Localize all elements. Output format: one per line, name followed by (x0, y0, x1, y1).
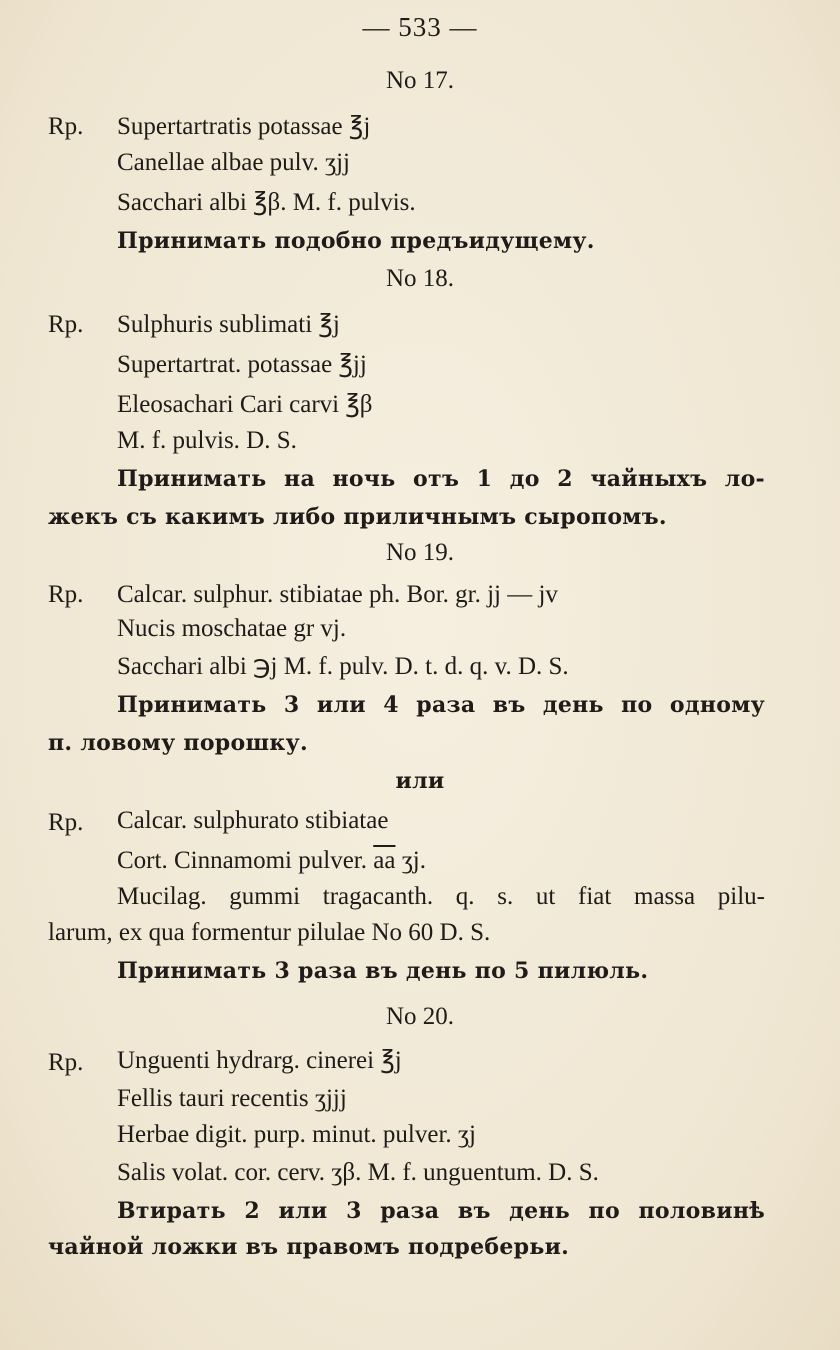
recipe-19-line-2: Nucis moschatae gr vj. (117, 615, 347, 642)
recipe-20-line-1: Unguenti hydrarg. cinerei ℥j (117, 1047, 402, 1074)
recipe-17-line-2: Canellae albae pulv. ʒjj (117, 149, 350, 176)
alternative-rp: Rp. (48, 809, 84, 836)
alternative-title: или (395, 768, 445, 794)
alternative-line-3: Mucilag. gummi tragacanth. q. s. ut fiat massa pilu- (117, 883, 765, 910)
recipe-18-line-2: Supertartrat. potassae ℥jj (117, 351, 367, 378)
recipe-19-rp: Rp. (48, 581, 84, 608)
page-number: — 533 — (362, 12, 478, 42)
recipe-17-line-1: Supertartratis potassae ℥j (117, 113, 371, 140)
alternative-line-1: Calcar. sulphurato stibiatae (117, 807, 389, 834)
alternative-instruction: Принимать 3 раза въ день по 5 пилюль. (117, 958, 649, 984)
recipe-19-line-1: Calcar. sulphur. stibiatae ph. Bor. gr. jj — jv (117, 581, 558, 608)
recipe-18-line-4: M. f. pulvis. D. S. (117, 427, 297, 454)
recipe-18-line-3: Eleosachari Cari carvi ℥β (117, 391, 373, 418)
recipe-18-instruction-2: жекъ съ какимъ либо приличнымъ сыропомъ. (48, 504, 667, 530)
recipe-20-title: No 20. (385, 1003, 455, 1030)
recipe-18-instruction-1: Принимать на ночь отъ 1 до 2 чайныхъ ло- (117, 466, 765, 492)
recipe-19-instruction-2: п. ловому порошку. (48, 730, 308, 756)
recipe-17-line-3: Sacchari albi ℥β. M. f. pulvis. (117, 189, 416, 216)
alternative-line-2-dose: ʒj. (395, 847, 426, 874)
ana-abbreviation: $\overline{aa}$ (373, 847, 396, 874)
recipe-17-instruction: Принимать подобно предъидущему. (117, 228, 595, 254)
recipe-17-rp: Rp. (48, 113, 84, 140)
recipe-17-title: No 17. (385, 67, 455, 94)
alternative-line-4: larum, ex qua formentur pilulae No 60 D. S. (48, 919, 491, 946)
recipe-19-line-3: Sacchari albi ℈j M. f. pulv. D. t. d. q. v. D. S. (117, 653, 569, 680)
recipe-19-title: No 19. (385, 539, 455, 566)
recipe-18-line-1: Sulphuris sublimati ℥j (117, 311, 340, 338)
recipe-20-line-4: Salis volat. cor. cerv. ʒβ. M. f. unguentum. D. S. (117, 1159, 599, 1186)
alternative-line-2-text: Cort. Cinnamomi pulver. (117, 847, 374, 874)
recipe-20-instruction-2: чайной ложки въ правомъ подреберьи. (48, 1234, 570, 1260)
recipe-18-rp: Rp. (48, 311, 84, 338)
recipe-19-instruction-1: Принимать 3 или 4 раза въ день по одному (117, 692, 765, 718)
alternative-line-2 (117, 846, 426, 876)
recipe-20-rp: Rp. (48, 1049, 84, 1076)
recipe-20-line-2: Fellis tauri recentis ʒjjj (117, 1085, 347, 1112)
recipe-18-title: No 18. (385, 265, 455, 292)
recipe-20-instruction-1: Втирать 2 или 3 раза въ день по половинѣ (117, 1198, 765, 1224)
recipe-20-line-3: Herbae digit. purp. minut. pulver. ʒj (117, 1121, 476, 1148)
